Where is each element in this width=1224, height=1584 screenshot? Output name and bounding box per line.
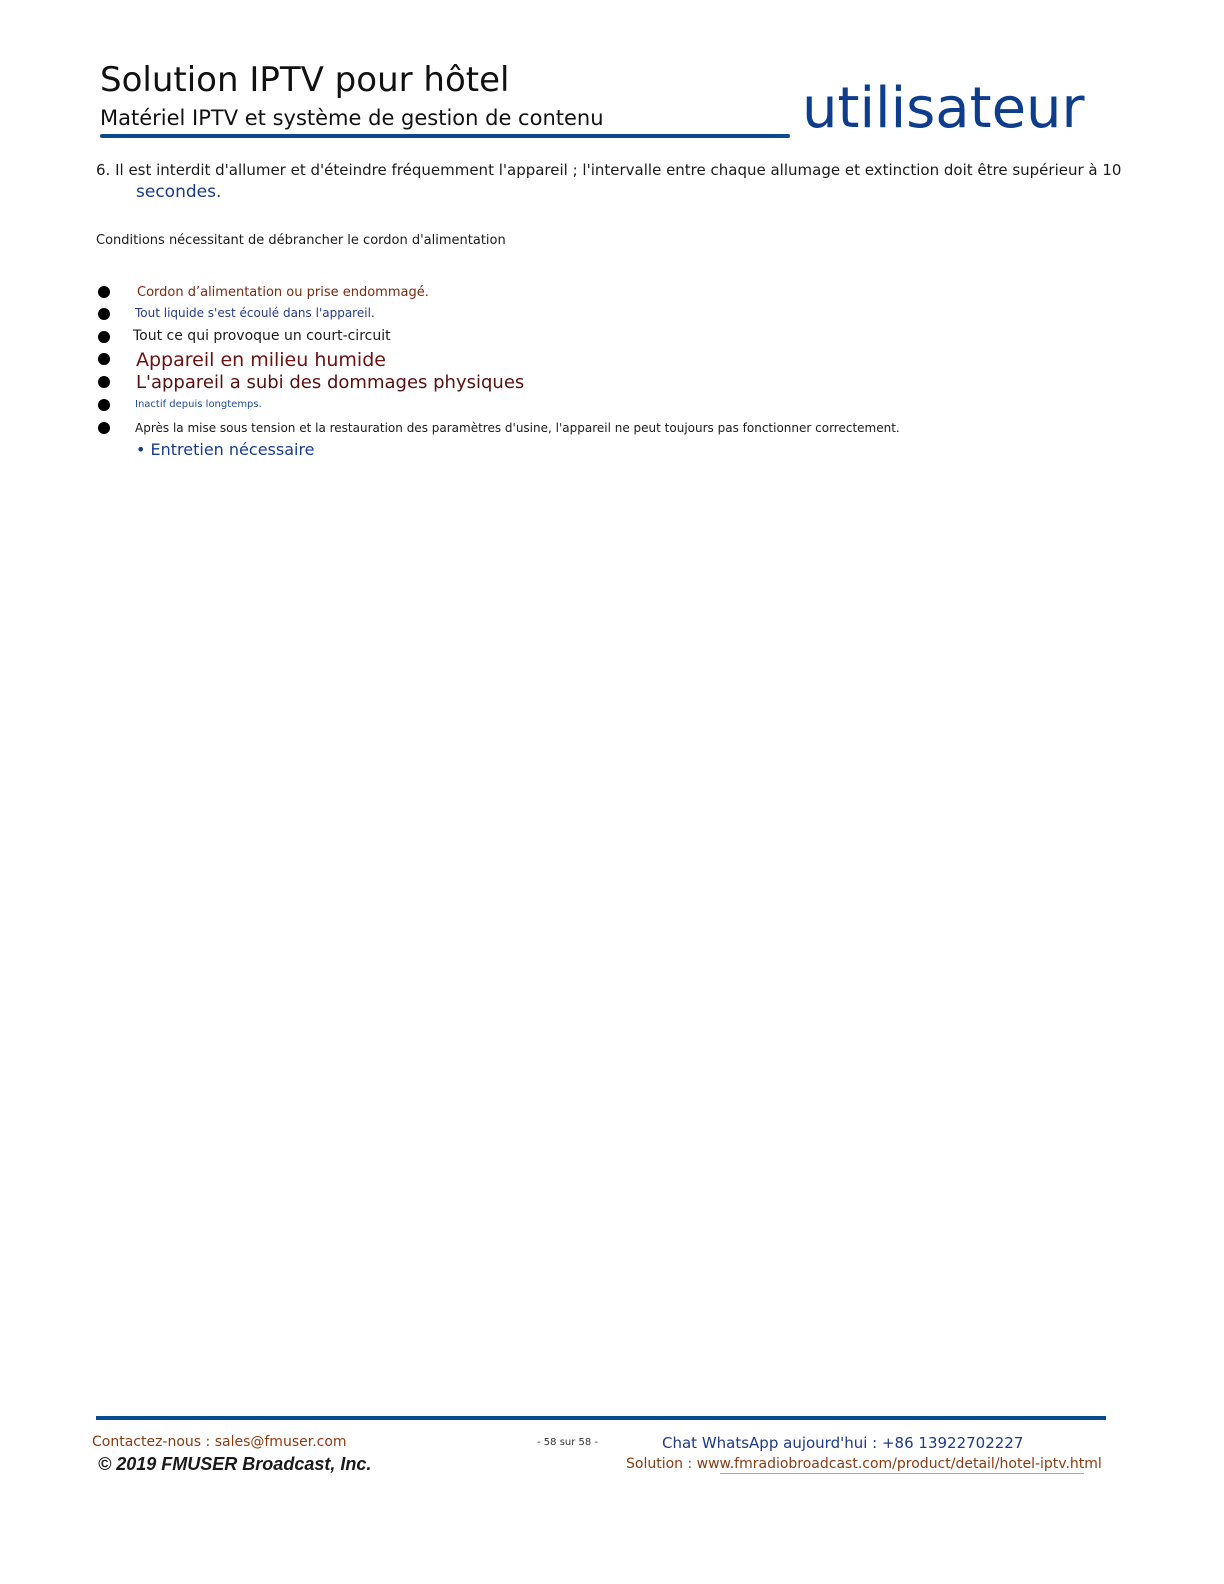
note-text-line1: 6. Il est interdit d'allumer et d'éteindre fréquemment l'appareil ; l'intervalle entre chaque allumage et extinction doit être supérieur à 10 [96, 161, 1122, 179]
section-heading: Conditions nécessitant de débrancher le cordon d'alimentation [96, 233, 506, 248]
sub-bullet-item: • Entretien nécessaire [136, 440, 315, 459]
bullet-dot-icon [98, 331, 110, 343]
page-number: - 58 sur 58 - [537, 1437, 599, 1448]
bullet-item: Inactif depuis longtemps. [135, 399, 262, 410]
footer-contact: Contactez-nous : sales@fmuser.com [92, 1434, 347, 1450]
footer-copyright: © 2019 FMUSER Broadcast, Inc. [98, 1454, 372, 1474]
link-underline [720, 1473, 1084, 1474]
bullet-item: Tout ce qui provoque un court-circuit [133, 328, 391, 344]
footer-whatsapp: Chat WhatsApp aujourd'hui : +86 13922702227 [662, 1434, 1024, 1452]
footer-solution-link[interactable]: Solution : www.fmradiobroadcast.com/product/detail/hotel-iptv.html [626, 1456, 1102, 1472]
bullet-dot-icon [98, 376, 110, 388]
bullet-item: Après la mise sous tension et la restauration des paramètres d'usine, l'appareil ne peut toujours pas fonctionner correctement. [135, 421, 900, 435]
page-title: Solution IPTV pour hôtel [100, 60, 510, 100]
header-divider [100, 134, 790, 138]
note-text-line2: secondes. [136, 182, 222, 202]
bullet-item: L'appareil a subi des dommages physiques [136, 372, 525, 393]
page-subtitle: Matériel IPTV et système de gestion de contenu [100, 106, 604, 130]
bullet-dot-icon [98, 353, 110, 365]
bullet-dot-icon [98, 308, 110, 320]
bullet-dot-icon [98, 286, 110, 298]
bullet-item: Appareil en milieu humide [136, 349, 386, 371]
bullet-dot-icon [98, 422, 110, 434]
bullet-item: Tout liquide s'est écoulé dans l'appareil. [135, 306, 375, 320]
bullet-dot-icon [98, 399, 110, 411]
header-side-label: utilisateur [802, 76, 1085, 141]
footer-divider [96, 1416, 1106, 1420]
bullet-item: Cordon d’alimentation ou prise endommagé. [137, 285, 429, 300]
